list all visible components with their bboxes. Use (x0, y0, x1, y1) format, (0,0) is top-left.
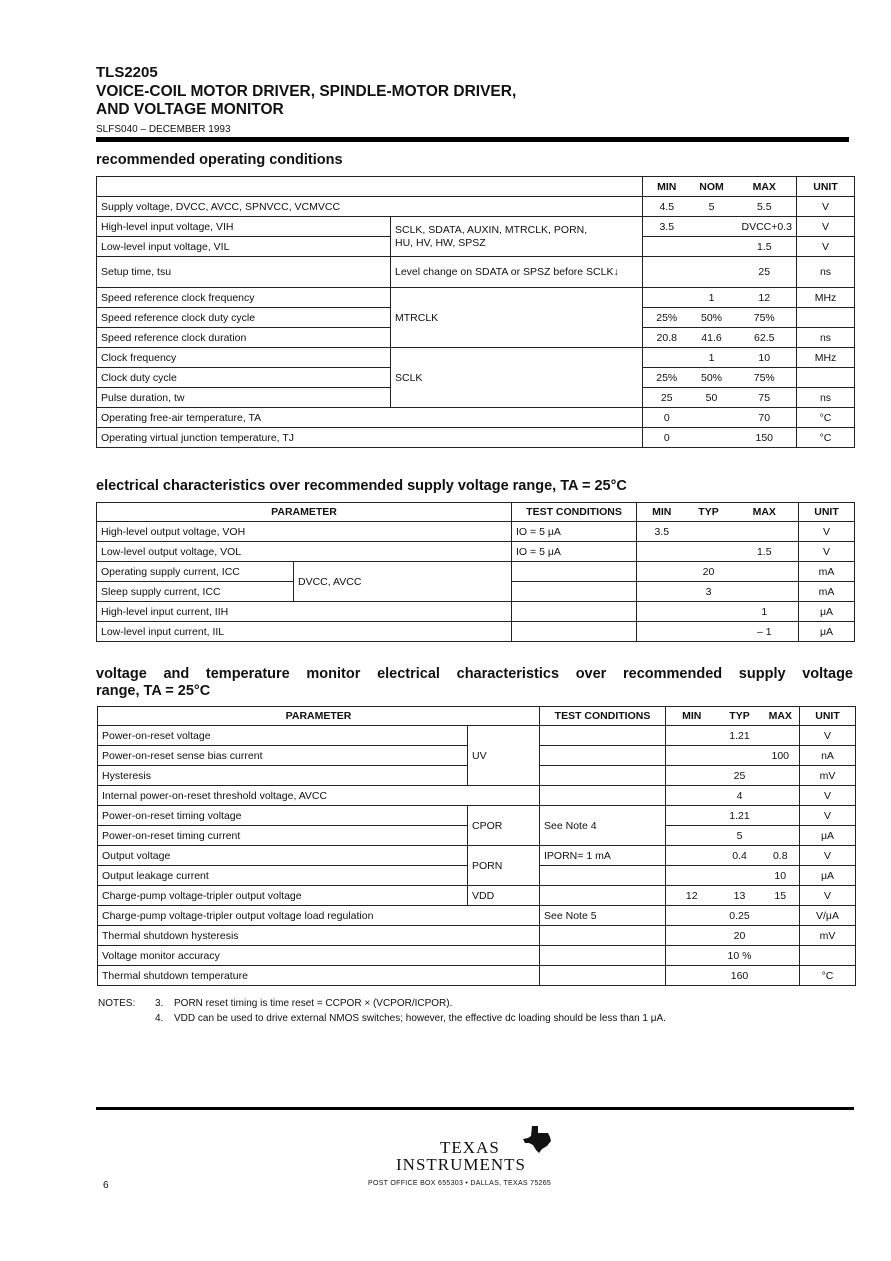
param-cell: Speed reference clock duty cycle (97, 308, 391, 328)
unit-cell: mV (800, 926, 856, 946)
title-line-2: AND VOLTAGE MONITOR (96, 101, 284, 118)
unit-cell: mA (799, 582, 855, 602)
col-typ: TYP (687, 503, 731, 522)
document-id: SLFS040 – DECEMBER 1993 (96, 124, 231, 135)
param-cell: Speed reference clock duration (97, 328, 391, 348)
col-parameter: PARAMETER (98, 707, 540, 726)
test-cell (540, 966, 666, 986)
unit-cell: °C (800, 966, 856, 986)
monitor-characteristics-table (97, 706, 856, 986)
test-cell (512, 602, 637, 622)
test-cell: IO = 5 μA (512, 542, 637, 562)
test-cell (540, 766, 666, 786)
max-cell: 10 (762, 866, 800, 886)
min-cell (637, 562, 687, 582)
min-cell (637, 622, 687, 642)
typ-cell: 13 (718, 886, 762, 906)
note-3-number: 3. (155, 998, 164, 1009)
unit-cell: MHz (797, 348, 855, 368)
col-min: MIN (643, 177, 691, 197)
min-cell (666, 846, 718, 866)
table-row (97, 522, 855, 542)
max-cell: 1.5 (731, 542, 799, 562)
table-row (98, 726, 856, 746)
unit-cell: V (797, 197, 855, 217)
unit-cell: V (799, 542, 855, 562)
test-cell (540, 726, 666, 746)
typ-cell: 0.4 (718, 846, 762, 866)
test-cell (540, 946, 666, 966)
max-cell: 75 (733, 388, 797, 408)
min-cell (666, 966, 718, 986)
min-cell (666, 926, 718, 946)
max-cell: 0.8 (762, 846, 800, 866)
typ-cell: 1.21 (718, 726, 762, 746)
param-cell: Output voltage (98, 846, 468, 866)
table-row (97, 562, 855, 582)
table-row (97, 428, 855, 448)
unit-cell (800, 946, 856, 966)
page-number: 6 (103, 1180, 109, 1191)
max-cell: 150 (733, 428, 797, 448)
col-max: MAX (733, 177, 797, 197)
typ-cell: 25 (718, 766, 762, 786)
param-cell: Low-level input current, IIL (97, 622, 512, 642)
nom-cell (691, 257, 733, 288)
test-cell (540, 786, 666, 806)
typ-cell: 0.25 (718, 906, 762, 926)
col-test-conditions: TEST CONDITIONS (512, 503, 637, 522)
nom-cell: 1 (691, 348, 733, 368)
section-heading-monitor-line-1: voltage and temperature monitor electrical characteristics over recommended supply voltage (96, 666, 853, 682)
min-cell: 25% (643, 368, 691, 388)
param-cell: Power-on-reset voltage (98, 726, 468, 746)
min-cell (637, 582, 687, 602)
typ-cell: 20 (687, 562, 731, 582)
test-cell (540, 926, 666, 946)
unit-cell: V (800, 726, 856, 746)
unit-cell: μA (800, 826, 856, 846)
test-cell (512, 622, 637, 642)
param-cell: Thermal shutdown hysteresis (98, 926, 540, 946)
section-heading-operating-conditions: recommended operating conditions (96, 152, 343, 168)
table-header-row (97, 177, 855, 197)
unit-cell: V (797, 237, 855, 257)
unit-cell: ns (797, 257, 855, 288)
typ-cell (687, 522, 731, 542)
max-cell: 100 (762, 746, 800, 766)
min-cell (666, 746, 718, 766)
max-cell: DVCC+0.3 (733, 217, 797, 237)
param-cell: Setup time, tsu (97, 257, 391, 288)
typ-cell: 160 (718, 966, 762, 986)
param-cell: Hysteresis (98, 766, 468, 786)
title-line-1: VOICE-COIL MOTOR DRIVER, SPINDLE-MOTOR DRIVER, (96, 83, 517, 100)
min-cell (666, 726, 718, 746)
max-cell: 1.5 (733, 237, 797, 257)
nom-cell (691, 237, 733, 257)
nom-cell: 50 (691, 388, 733, 408)
max-cell: 15 (762, 886, 800, 906)
min-cell: 25% (643, 308, 691, 328)
note-3-text: PORN reset timing is time reset = CCPOR × (VCPOR/ICPOR). (174, 998, 453, 1009)
typ-cell: 20 (718, 926, 762, 946)
param-cell: High-level input voltage, VIH (97, 217, 391, 237)
min-cell (666, 786, 718, 806)
min-cell: 0 (643, 428, 691, 448)
col-parameter: PARAMETER (97, 503, 512, 522)
electrical-characteristics-table (96, 502, 855, 642)
max-cell (762, 826, 800, 846)
nom-cell (691, 217, 733, 237)
table-row (97, 217, 855, 237)
notes-label: NOTES: (98, 998, 136, 1009)
col-min: MIN (666, 707, 718, 726)
table-row (98, 906, 856, 926)
typ-cell: 4 (718, 786, 762, 806)
brand-line-2: INSTRUMENTS (396, 1155, 527, 1174)
unit-cell: mA (799, 562, 855, 582)
cond-cell: MTRCLK (391, 288, 643, 348)
min-cell: 3.5 (637, 522, 687, 542)
unit-cell (797, 308, 855, 328)
param-cell: Operating supply current, ICC (97, 562, 294, 582)
table-row (97, 542, 855, 562)
unit-cell: nA (800, 746, 856, 766)
max-cell: 62.5 (733, 328, 797, 348)
col-unit: UNIT (800, 707, 856, 726)
unit-cell: mV (800, 766, 856, 786)
param-cell: Charge-pump voltage-tripler output voltage (98, 886, 468, 906)
nom-cell: 5 (691, 197, 733, 217)
max-cell: 25 (733, 257, 797, 288)
cond-line: SCLK, SDATA, AUXIN, MTRCLK, PORN, (395, 223, 588, 236)
param-cell: Low-level output voltage, VOL (97, 542, 512, 562)
unit-cell: V (797, 217, 855, 237)
max-cell: 75% (733, 308, 797, 328)
col-max: MAX (762, 707, 800, 726)
unit-cell: V (800, 806, 856, 826)
unit-cell: V (799, 522, 855, 542)
unit-cell: °C (797, 428, 855, 448)
cond-cell: Level change on SDATA or SPSZ before SCLK↓ (391, 257, 643, 288)
unit-cell: μA (799, 602, 855, 622)
test-cell (540, 886, 666, 906)
test-cell: IPORN= 1 mA (540, 846, 666, 866)
min-cell (643, 348, 691, 368)
param-cell: Power-on-reset sense bias current (98, 746, 468, 766)
min-cell (666, 866, 718, 886)
test-cell: See Note 4 (540, 806, 666, 846)
param-cell: Sleep supply current, ICC (97, 582, 294, 602)
col-unit: UNIT (799, 503, 855, 522)
min-cell (666, 766, 718, 786)
table-row (97, 197, 855, 217)
param-cell: High-level input current, IIH (97, 602, 512, 622)
unit-cell: μA (800, 866, 856, 886)
table-row (98, 886, 856, 906)
max-cell (731, 522, 799, 542)
unit-cell: ns (797, 388, 855, 408)
footer-rule (96, 1107, 854, 1110)
max-cell (731, 562, 799, 582)
table-row (98, 846, 856, 866)
texas-state-logo-icon (520, 1124, 554, 1154)
table-row (97, 257, 855, 288)
unit-cell: μA (799, 622, 855, 642)
param-cell: Speed reference clock frequency (97, 288, 391, 308)
param-cell: Supply voltage, DVCC, AVCC, SPNVCC, VCMVCC (97, 197, 643, 217)
typ-cell: 1.21 (718, 806, 762, 826)
unit-cell: V (800, 786, 856, 806)
param-cell: High-level output voltage, VOH (97, 522, 512, 542)
col-nom: NOM (691, 177, 733, 197)
operating-conditions-table (96, 176, 855, 448)
col-min: MIN (637, 503, 687, 522)
typ-cell (718, 746, 762, 766)
min-cell: 12 (666, 886, 718, 906)
typ-cell (718, 866, 762, 886)
max-cell (762, 806, 800, 826)
brand-line-1: TEXAS (440, 1138, 500, 1157)
param-cell: Power-on-reset timing voltage (98, 806, 468, 826)
col-max: MAX (731, 503, 799, 522)
min-cell: 20.8 (643, 328, 691, 348)
unit-cell: V/μA (800, 906, 856, 926)
min-cell (666, 946, 718, 966)
col-unit: UNIT (797, 177, 855, 197)
max-cell (762, 786, 800, 806)
max-cell: – 1 (731, 622, 799, 642)
section-heading-electrical-characteristics: electrical characteristics over recommended supply voltage range, TA = 25°C (96, 478, 627, 494)
min-cell: 25 (643, 388, 691, 408)
param-cell: Output leakage current (98, 866, 468, 886)
table-row (97, 602, 855, 622)
nom-cell: 1 (691, 288, 733, 308)
unit-cell (797, 368, 855, 388)
table-row (97, 408, 855, 428)
unit-cell: MHz (797, 288, 855, 308)
max-cell: 75% (733, 368, 797, 388)
pin-cell: VDD (468, 886, 540, 906)
param-cell: Pulse duration, tw (97, 388, 391, 408)
test-cell (540, 746, 666, 766)
pin-cell: CPOR (468, 806, 540, 846)
min-cell (666, 826, 718, 846)
col-typ: TYP (718, 707, 762, 726)
pin-cell: PORN (468, 846, 540, 886)
cond-cell: SCLK (391, 348, 643, 408)
test-cell: See Note 5 (540, 906, 666, 926)
max-cell (762, 726, 800, 746)
min-cell (643, 257, 691, 288)
typ-cell: 5 (718, 826, 762, 846)
max-cell (762, 966, 800, 986)
param-cell: Voltage monitor accuracy (98, 946, 540, 966)
min-cell: 0 (643, 408, 691, 428)
table-row (98, 786, 856, 806)
param-cell: Power-on-reset timing current (98, 826, 468, 846)
nom-cell: 50% (691, 368, 733, 388)
param-cell: Operating virtual junction temperature, TJ (97, 428, 643, 448)
max-cell: 1 (731, 602, 799, 622)
param-cell: Clock duty cycle (97, 368, 391, 388)
test-cell (512, 562, 637, 582)
param-cell: Internal power-on-reset threshold voltage, AVCC (98, 786, 540, 806)
footer-address: POST OFFICE BOX 655303 • DALLAS, TEXAS 75265 (368, 1180, 552, 1187)
test-cell (540, 866, 666, 886)
min-cell: 3.5 (643, 217, 691, 237)
col-test-conditions: TEST CONDITIONS (540, 707, 666, 726)
min-cell (643, 237, 691, 257)
max-cell: 5.5 (733, 197, 797, 217)
typ-cell (687, 602, 731, 622)
max-cell (731, 582, 799, 602)
min-cell (666, 806, 718, 826)
unit-cell: V (800, 846, 856, 866)
document-title (96, 83, 856, 119)
param-cell: Low-level input voltage, VIL (97, 237, 391, 257)
test-cell: IO = 5 μA (512, 522, 637, 542)
min-cell: 4.5 (643, 197, 691, 217)
param-cell: Operating free-air temperature, TA (97, 408, 643, 428)
table-row (98, 806, 856, 826)
table-header-row (97, 503, 855, 522)
cond-line: HU, HV, HW, SPSZ (395, 236, 486, 249)
param-cell: Clock frequency (97, 348, 391, 368)
table-row (98, 926, 856, 946)
typ-cell (687, 622, 731, 642)
min-cell (666, 906, 718, 926)
unit-cell: °C (797, 408, 855, 428)
max-cell (762, 946, 800, 966)
unit-cell: ns (797, 328, 855, 348)
table-row (97, 288, 855, 308)
table-header-row (98, 707, 856, 726)
typ-cell: 10 % (718, 946, 762, 966)
nom-cell: 41.6 (691, 328, 733, 348)
header-rule (96, 137, 849, 142)
table-row (97, 348, 855, 368)
unit-cell: V (800, 886, 856, 906)
typ-cell: 3 (687, 582, 731, 602)
section-heading-monitor-line-2: range, TA = 25°C (96, 683, 211, 699)
max-cell (762, 766, 800, 786)
max-cell: 10 (733, 348, 797, 368)
nom-cell (691, 428, 733, 448)
cond-cell (391, 217, 643, 257)
max-cell: 12 (733, 288, 797, 308)
max-cell: 70 (733, 408, 797, 428)
param-cell: Thermal shutdown temperature (98, 966, 540, 986)
nom-cell (691, 408, 733, 428)
min-cell (643, 288, 691, 308)
part-number: TLS2205 (96, 64, 158, 81)
test-cell (512, 582, 637, 602)
supply-condition-cell: DVCC, AVCC (294, 562, 512, 602)
min-cell (637, 602, 687, 622)
min-cell (637, 542, 687, 562)
typ-cell (687, 542, 731, 562)
table-row (98, 946, 856, 966)
table-row (97, 622, 855, 642)
param-cell: Charge-pump voltage-tripler output voltage load regulation (98, 906, 540, 926)
max-cell (762, 926, 800, 946)
pin-cell: UV (468, 726, 540, 786)
nom-cell: 50% (691, 308, 733, 328)
note-4-number: 4. (155, 1013, 164, 1024)
note-4-text: VDD can be used to drive external NMOS switches; however, the effective dc loading should be less than 1 μA. (174, 1013, 666, 1024)
table-row (98, 966, 856, 986)
max-cell (762, 906, 800, 926)
